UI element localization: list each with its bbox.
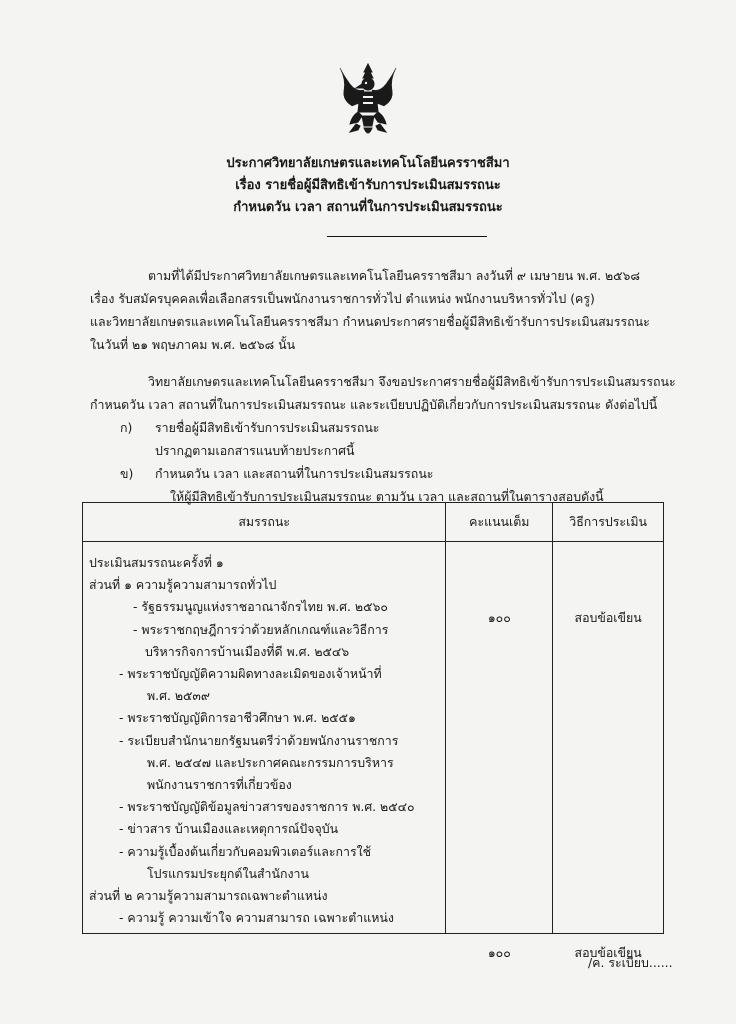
topic-item: - ข่าวสาร บ้านเมืองและเหตุการณ์ปัจจุบัน — [119, 821, 339, 837]
continuation-note: /ค. ระเบียบ...... — [588, 955, 673, 970]
garuda-emblem-icon — [336, 62, 400, 140]
announcement-subtitle: กำหนดวัน เวลา สถานที่ในการประเมินสมรรถนะ — [233, 200, 503, 215]
announcement-subject: เรื่อง รายชื่อผู้มีสิทธิเข้ารับการประเมินสมรรถนะ — [235, 178, 501, 193]
part2-score: ๑๐๐ — [487, 945, 511, 960]
column-header-full-score: คะแนนเต็ม — [446, 503, 553, 542]
paragraph-line: เรื่อง รับสมัครบุคคลเพื่อเลือกสรรเป็นพนักงานราชการทั่วไป ตำแหน่ง พนักงานบริหารทั่วไป (ครู) — [90, 291, 595, 306]
part1-method: สอบข้อเขียน — [574, 610, 642, 625]
topic-item-continued: โปรแกรมประยุกต์ในสำนักงาน — [147, 865, 309, 881]
competency-cell — [83, 542, 446, 934]
announcement-header — [0, 153, 736, 219]
list-item-text: กำหนดวัน เวลา และสถานที่ในการประเมินสมรรถนะ — [155, 466, 434, 481]
paragraph-line: ในวันที่ ๒๑ พฤษภาคม พ.ศ. ๒๕๖๘ นั้น — [90, 337, 296, 352]
topic-item: - ระเบียบสำนักนายกรัฐมนตรีว่าด้วยพนักงานราชการ — [119, 732, 399, 748]
paragraph-line: วิทยาลัยเกษตรและเทคโนโลยีนครราชสีมา จึงขอประกาศรายชื่อผู้มีสิทธิเข้ารับการประเมินสมรรถนะ — [148, 374, 676, 389]
part-title: ส่วนที่ ๒ ความรู้ความสามารถเฉพาะตำแหน่ง — [89, 888, 328, 904]
column-header-competency: สมรรถนะ — [83, 503, 446, 542]
topic-item: - พระราชบัญญัติการอาชีวศึกษา พ.ศ. ๒๕๕๑ — [119, 710, 356, 726]
list-item-detail: ปรากฏตามเอกสารแนบท้ายประกาศนี้ — [155, 443, 355, 458]
list-item-detail: ให้ผู้มีสิทธิเข้ารับการประเมินสมรรถนะ ตามวัน เวลา และสถานที่ในตารางสอบดังนี้ — [170, 489, 604, 504]
column-header-method: วิธีการประเมิน — [553, 503, 664, 542]
topic-item-continued: พนักงานราชการที่เกี่ยวข้อง — [147, 777, 292, 793]
topic-item: - พระราชบัญญัติข้อมูลข่าวสารของราชการ พ.ศ. ๒๕๔๐ — [119, 799, 415, 815]
part2-method: สอบข้อเขียน — [574, 945, 642, 960]
table-header-row — [83, 503, 664, 542]
list-item-text: รายชื่อผู้มีสิทธิเข้ารับการประเมินสมรรถนะ — [155, 420, 380, 435]
header-divider — [327, 236, 487, 237]
paragraph-line: และวิทยาลัยเกษตรและเทคโนโลยีนครราชสีมา กำหนดประกาศรายชื่อผู้มีสิทธิเข้ารับการประเมินสมรรถนะ — [90, 314, 650, 329]
topic-item: - รัฐธรรมนูญแห่งราชอาณาจักรไทย พ.ศ. ๒๕๖๐ — [133, 599, 388, 615]
paragraph-reference — [90, 264, 680, 356]
paragraph-line: ตามที่ได้มีประกาศวิทยาลัยเกษตรและเทคโนโลยีนครราชสีมา ลงวันที่ ๙ เมษายน พ.ศ. ๒๕๖๘ — [148, 268, 640, 283]
full-score-cell — [446, 542, 553, 960]
list-marker: ข) — [120, 466, 134, 481]
assessment-table — [82, 502, 664, 960]
announcement-title: ประกาศวิทยาลัยเกษตรและเทคโนโลยีนครราชสีมา — [226, 156, 510, 171]
topic-item: - พระราชบัญญัติความผิดทางละเมิดของเจ้าหน้าที่ — [119, 666, 382, 682]
table-row — [83, 542, 664, 934]
part-title: ส่วนที่ ๑ ความรู้ความสามารถทั่วไป — [89, 577, 277, 593]
list-item-a — [120, 416, 680, 439]
paragraph-line: กำหนดวัน เวลา สถานที่ในการประเมินสมรรถนะ และระเบียบปฏิบัติเกี่ยวกับการประเมินสมรรถนะ ดังต่อไปนี้ — [90, 397, 658, 412]
topic-item: - ความรู้เบื้องต้นเกี่ยวกับคอมพิวเตอร์และการใช้ — [119, 843, 372, 859]
assessment-round: ประเมินสมรรถนะครั้งที่ ๑ — [89, 555, 224, 570]
paragraph-announcement — [90, 370, 680, 416]
announcement-list — [120, 416, 680, 508]
topic-item: - ความรู้ ความเข้าใจ ความสามารถ เฉพาะตำแหน่ง — [119, 910, 394, 926]
topic-item-continued: พ.ศ. ๒๕๔๗ และประกาศคณะกรรมการบริหาร — [147, 754, 394, 770]
topic-item-continued: บริหารกิจการบ้านเมืองที่ดี พ.ศ. ๒๕๔๖ — [145, 643, 350, 659]
list-marker: ก) — [120, 420, 133, 435]
topic-item-continued: พ.ศ. ๒๕๓๙ — [147, 688, 210, 704]
method-cell — [553, 542, 664, 960]
list-item-b — [120, 462, 680, 485]
topic-item: - พระราชกฤษฎีการว่าด้วยหลักเกณฑ์และวิธีการ — [133, 621, 389, 637]
part1-score: ๑๐๐ — [487, 610, 511, 625]
